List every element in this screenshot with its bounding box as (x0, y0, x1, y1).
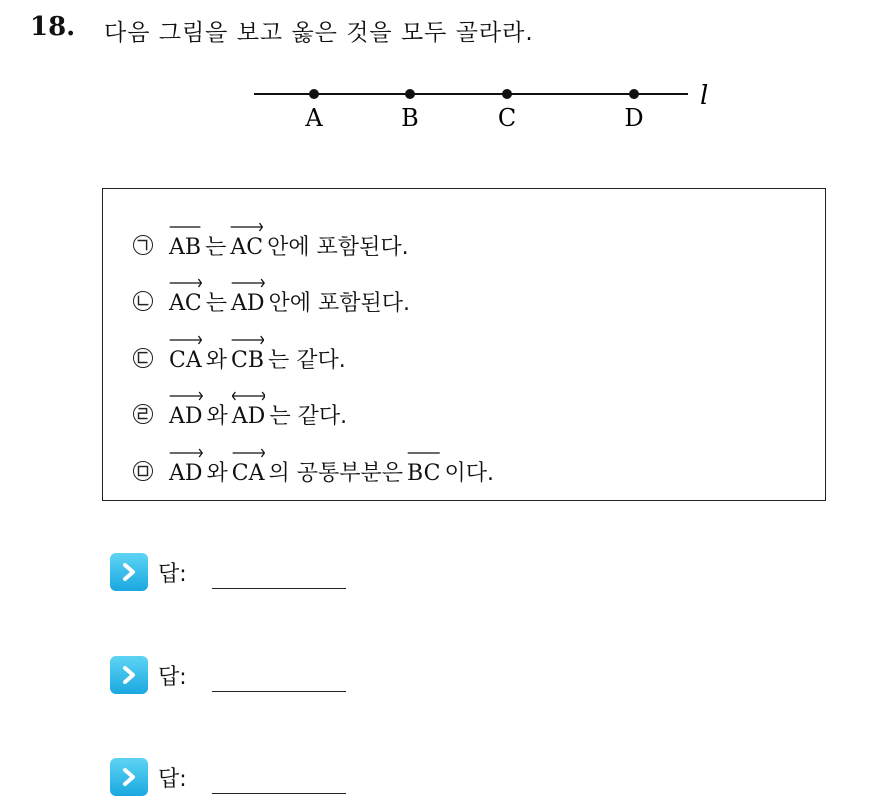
ray-symbol-icon (232, 448, 265, 458)
question-text: 다음 그림을 보고 옳은 것을 모두 골라라. (104, 20, 534, 46)
ray-notation (169, 287, 202, 316)
choice-text: 이다. (444, 460, 494, 486)
ray-symbol-icon (169, 448, 203, 458)
answer-label: 답: (158, 561, 187, 587)
choice-item (133, 227, 411, 263)
choice-text: 는 같다. (269, 403, 348, 429)
notation-label: AB (169, 234, 202, 260)
answer-row (110, 552, 187, 592)
answer-label: 답: (158, 664, 187, 690)
ray-symbol-icon (231, 335, 264, 345)
point-c-label: C (497, 104, 517, 132)
ray-symbol-icon (230, 222, 263, 232)
notation-label: AD (169, 460, 203, 486)
point-d-label: D (624, 104, 644, 132)
choice-item (133, 283, 412, 319)
point-b (405, 89, 415, 99)
notation-label: CA (231, 460, 265, 486)
choice-item (133, 340, 348, 376)
ray-symbol-icon (169, 335, 202, 345)
answer-row (110, 757, 187, 797)
segment-notation (169, 231, 201, 260)
ray-notation (169, 400, 203, 429)
choice-marker (133, 291, 153, 311)
answer-row (110, 655, 187, 695)
notation-label: CB (231, 347, 264, 373)
choice-text: 안에 포함된다. (268, 290, 411, 316)
notation-label: AD (231, 290, 265, 316)
ray-notation (230, 231, 263, 260)
choice-marker (133, 461, 153, 481)
answer-blank[interactable] (212, 588, 346, 589)
ray-symbol-icon (169, 391, 203, 401)
choice-text: 안에 포함된다. (267, 234, 409, 260)
choice-text: 는 (205, 234, 227, 260)
answer-blank[interactable] (212, 691, 346, 692)
segment-symbol-icon (407, 448, 440, 458)
chevron-right-icon (110, 656, 148, 694)
segment-symbol-icon (169, 222, 201, 232)
choice-text: 는 같다. (268, 347, 346, 373)
line-notation (232, 400, 266, 429)
choice-marker (133, 404, 153, 424)
choice-text: 의 공통부분은 (268, 460, 404, 486)
notation-label: AD (169, 403, 203, 429)
segment-notation (407, 457, 440, 486)
notation-label: BC (407, 460, 441, 486)
line-figure (250, 74, 720, 144)
ray-notation (169, 344, 202, 373)
line-label: l (700, 81, 709, 111)
ray-notation (231, 287, 265, 316)
point-b-label: B (401, 104, 419, 132)
line-diagram (250, 74, 720, 144)
answer-label: 답: (158, 766, 187, 792)
chevron-right-icon (110, 758, 148, 796)
choice-item (133, 453, 496, 489)
line-symbol-icon (232, 391, 266, 401)
choice-text: 와 (206, 460, 228, 486)
point-a (309, 89, 319, 99)
ray-symbol-icon (231, 278, 265, 288)
choice-text: 와 (206, 403, 228, 429)
choice-text: 와 (205, 347, 227, 373)
choices-box (102, 188, 826, 501)
notation-label: CA (169, 347, 202, 373)
answer-blank[interactable] (212, 793, 346, 794)
point-d (629, 89, 639, 99)
ray-notation (169, 457, 203, 486)
ray-notation (232, 457, 265, 486)
question-number: 18. (30, 12, 76, 42)
choice-item (133, 396, 349, 432)
chevron-right-icon (110, 553, 148, 591)
choice-marker (133, 348, 153, 368)
point-c (502, 89, 512, 99)
choice-marker (133, 235, 153, 255)
ray-notation (231, 344, 264, 373)
notation-label: AC (230, 234, 264, 260)
ray-symbol-icon (169, 278, 202, 288)
choice-text: 는 (205, 290, 227, 316)
notation-label: AD (231, 403, 266, 429)
point-a-label: A (305, 104, 323, 132)
notation-label: AC (169, 290, 202, 316)
